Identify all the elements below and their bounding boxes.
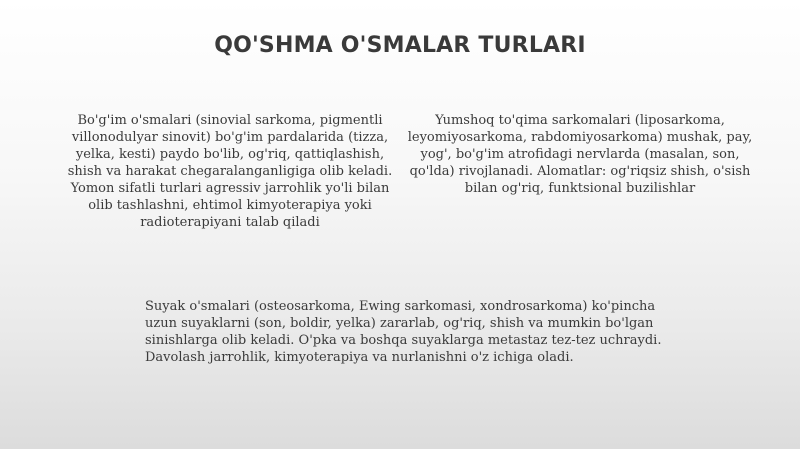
soft-tissue-sarcoma-paragraph: Yumshoq to'qima sarkomalari (liposarkoma, leyomiyosarkoma, rabdomiyosarkoma) mushak, pay, yog', bo'g'im atrofidagi nervlarda (masalan, son, qo'lda) rivojlanadi. Alomatlar: og'riqsiz shish, o'sish bilan og'riq, funktsional buzilishlar	[407, 113, 753, 196]
slide-title: QO'SHMA O'SMALAR TURLARI	[214, 33, 586, 58]
bone-tumors-paragraph: Suyak o'smalari (osteosarkoma, Ewing sarkomasi, xondrosarkoma) ko'pincha uzun suyaklarni (son, boldir, yelka) zararlab, og'riq, shish va mumkin bo'lgan sinishlarga olib keladi. O'pka va boshqa suyaklarga metastaz tez-tez uchraydi. Davolash jarrohlik, kimyoterapiya va nurlanishni o'z ichiga oladi.	[145, 299, 662, 365]
joint-tumors-paragraph: Bo'g'im o'smalari (sinovial sarkoma, pigmentli villonodulyar sinovit) bo'g'im pardalarida (tizza, yelka, kesti) paydo bo'lib, og'riq, qattiqlashish, shish va harakat chegaralanganligiga olib keladi. Yomon sifatli turlari agressiv jarrohlik yo'li bilan olib tashlashni, ehtimol kimyoterapiya yoki radioterapiyani talab qiladi	[67, 113, 393, 230]
